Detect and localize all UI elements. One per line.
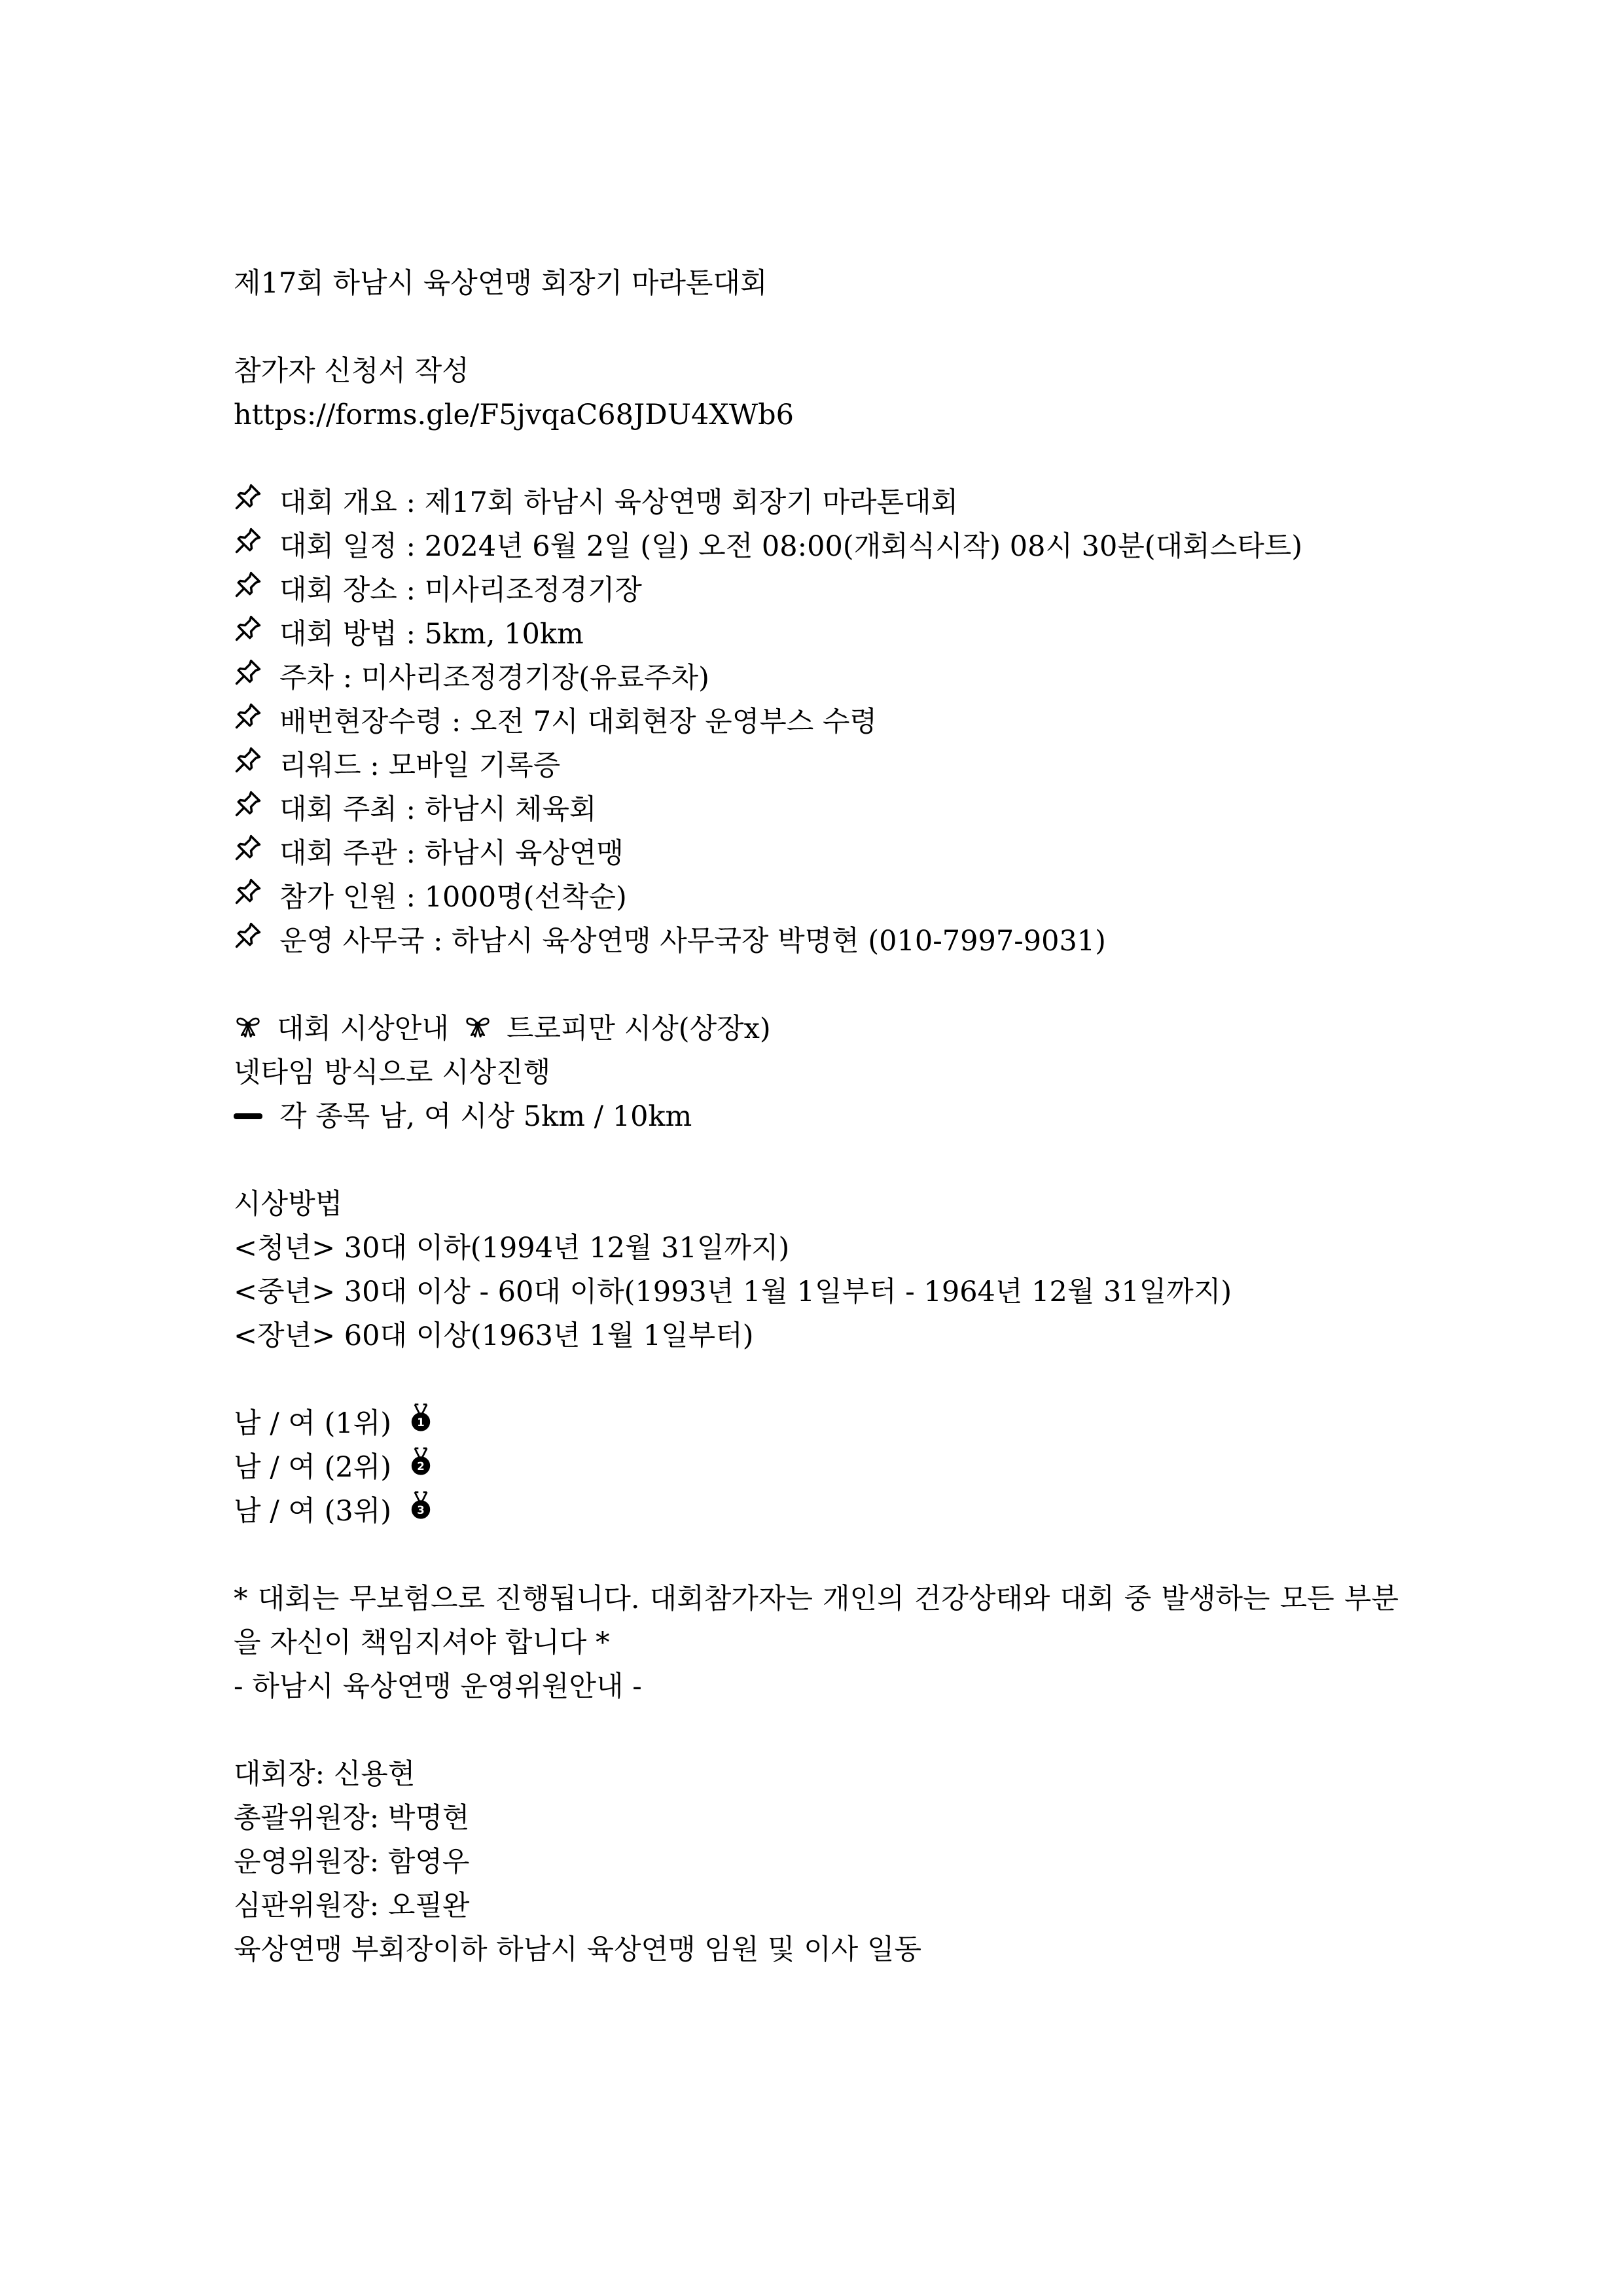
info-item bbox=[234, 700, 1399, 744]
info-item-text: 대회 주최 : 하남시 체육회 bbox=[279, 793, 597, 826]
pushpin-icon bbox=[234, 656, 262, 700]
medal-icon bbox=[408, 1489, 433, 1533]
rank-text: 남 / 여 (3위) bbox=[234, 1495, 392, 1528]
info-item bbox=[234, 920, 1399, 963]
spacer bbox=[234, 1139, 1399, 1183]
info-item-text: 주차 : 미사리조정경기장(유료주차) bbox=[279, 662, 709, 694]
committee-heading: - 하남시 육상연맹 운영위원안내 - bbox=[234, 1670, 642, 1703]
spacer bbox=[234, 437, 1399, 481]
pushpin-icon bbox=[234, 875, 262, 919]
awards-categories bbox=[234, 1095, 1399, 1139]
pushpin-icon bbox=[234, 787, 262, 831]
committee-member: 운영위원장: 함영우 bbox=[234, 1846, 470, 1878]
medal-number: 1 bbox=[417, 1416, 425, 1429]
pushpin-icon bbox=[234, 919, 262, 963]
pushpin-icon bbox=[234, 612, 262, 656]
rank-item bbox=[234, 1446, 1399, 1490]
info-item-text: 배번현장수령 : 오전 7시 대회현장 운영부스 수령 bbox=[279, 706, 878, 738]
medal-icon bbox=[408, 1445, 433, 1489]
spacer bbox=[234, 306, 1399, 350]
rank-text: 남 / 여 (1위) bbox=[234, 1407, 392, 1440]
committee-member: 대회장: 신용현 bbox=[234, 1758, 416, 1791]
awards-method-line: 넷타임 방식으로 시상진행 bbox=[234, 1056, 551, 1089]
age-group-item: <청년> 30대 이하(1994년 12월 31일까지) bbox=[234, 1232, 790, 1265]
info-item bbox=[234, 832, 1399, 876]
info-item-text: 참가 인원 : 1000명(선착순) bbox=[279, 881, 627, 914]
spacer bbox=[234, 1709, 1399, 1753]
info-item bbox=[234, 525, 1399, 569]
pushpin-icon bbox=[234, 524, 262, 568]
info-item bbox=[234, 569, 1399, 613]
rank-item bbox=[234, 1490, 1399, 1534]
info-item-text: 리워드 : 모바일 기록증 bbox=[279, 749, 561, 782]
awards-intro bbox=[234, 1007, 1399, 1051]
awards-intro-b: 트로피만 시상(상장x) bbox=[506, 1013, 771, 1045]
pushpin-icon bbox=[234, 480, 262, 524]
ribbon-icon bbox=[463, 1007, 492, 1050]
medal-number: 2 bbox=[417, 1460, 425, 1473]
insurance-notice: * 대회는 무보험으로 진행됩니다. 대회참가자는 개인의 건강상태와 대회 중 발생하는 모든 부분을 자신이 책임지셔야 합니다 * bbox=[234, 1583, 1399, 1659]
info-item-text: 대회 일정 : 2024년 6월 2일 (일) 오전 08:00(개회식시작) 08시 30분(대회스타트) bbox=[279, 530, 1303, 563]
age-group-item: <장년> 60대 이상(1963년 1월 1일부터) bbox=[234, 1319, 754, 1352]
pushpin-icon bbox=[234, 568, 262, 612]
awards-intro-a: 대회 시상안내 bbox=[277, 1013, 449, 1045]
info-item bbox=[234, 613, 1399, 656]
application-heading: 참가자 신청서 작성 bbox=[234, 355, 469, 387]
application-link[interactable]: https://forms.gle/F5jvqaC68JDU4XWb6 bbox=[234, 399, 794, 431]
info-item bbox=[234, 788, 1399, 832]
pushpin-icon bbox=[234, 744, 262, 787]
spacer bbox=[234, 1534, 1399, 1577]
info-item-text: 운영 사무국 : 하남시 육상연맹 사무국장 박명현 (010-7997-9031) bbox=[279, 925, 1106, 958]
pushpin-icon bbox=[234, 831, 262, 875]
ribbon-icon bbox=[234, 1007, 262, 1050]
medal-icon bbox=[408, 1401, 433, 1445]
info-item-text: 대회 주관 : 하남시 육상연맹 bbox=[279, 837, 624, 870]
awards-categories-text: 각 종목 남, 여 시상 5km / 10km bbox=[279, 1100, 692, 1133]
document-title: 제17회 하남시 육상연맹 회장기 마라톤대회 bbox=[234, 267, 768, 300]
committee-member: 심판위원장: 오필완 bbox=[234, 1890, 470, 1922]
rank-text: 남 / 여 (2위) bbox=[234, 1451, 392, 1484]
pushpin-icon bbox=[234, 700, 262, 744]
document-body bbox=[234, 262, 1399, 1972]
info-item bbox=[234, 876, 1399, 920]
rank-item bbox=[234, 1402, 1399, 1446]
medal-number: 3 bbox=[417, 1503, 425, 1516]
info-item bbox=[234, 744, 1399, 788]
info-item-text: 대회 장소 : 미사리조정경기장 bbox=[279, 574, 642, 607]
info-item-text: 대회 개요 : 제17회 하남시 육상연맹 회장기 마라톤대회 bbox=[279, 486, 959, 519]
info-item-text: 대회 방법 : 5km, 10km bbox=[279, 618, 584, 651]
committee-member: 총괄위원장: 박명현 bbox=[234, 1802, 470, 1835]
age-group-item: <중년> 30대 이상 - 60대 이하(1993년 1월 1일부터 - 1964년 12월 31일까지) bbox=[234, 1276, 1232, 1308]
minus-icon bbox=[234, 1113, 262, 1119]
award-method-heading: 시상방법 bbox=[234, 1188, 343, 1221]
committee-member: 육상연맹 부회장이하 하남시 육상연맹 임원 및 이사 일동 bbox=[234, 1933, 922, 1966]
info-item bbox=[234, 656, 1399, 700]
spacer bbox=[234, 1358, 1399, 1402]
info-list bbox=[234, 481, 1399, 963]
spacer bbox=[234, 963, 1399, 1007]
info-item bbox=[234, 481, 1399, 525]
